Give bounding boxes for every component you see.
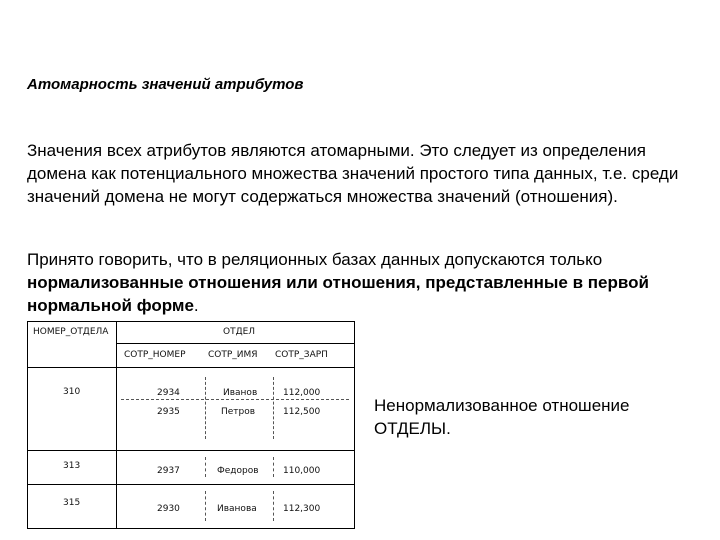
header-bottom-line — [27, 367, 355, 368]
header-employee-salary: СОТР_ЗАРП — [275, 350, 328, 360]
employee-salary-cell: 112,000 — [283, 388, 321, 398]
employee-number-cell: 2930 — [157, 504, 180, 514]
table-column-divider — [116, 321, 117, 529]
header-subgroup-line — [116, 343, 354, 344]
table-border-bottom — [27, 528, 355, 529]
inner-column-separator — [273, 377, 274, 439]
header-employee-number: СОТР_НОМЕР — [124, 350, 186, 360]
header-employee-name: СОТР_ИМЯ — [208, 350, 258, 360]
employee-name-cell: Иванова — [217, 504, 257, 514]
employee-name-cell: Федоров — [217, 466, 259, 476]
employee-name-cell: Петров — [221, 407, 256, 417]
table-caption: Ненормализованное отношение ОТДЕЛЫ. — [374, 396, 630, 438]
dept-number-cell: 313 — [63, 461, 81, 471]
inner-column-separator — [205, 377, 206, 439]
paragraph-bold-term: нормализованные отношения или отношения, представленные в первой нормальной форме — [27, 273, 649, 315]
employee-salary-cell: 112,300 — [283, 504, 321, 514]
table-border-top — [27, 321, 355, 322]
group-separator — [27, 450, 355, 451]
inner-row-separator — [121, 399, 349, 400]
group-separator — [27, 484, 355, 485]
table-border-right — [354, 321, 355, 529]
employee-name-cell: Иванов — [223, 388, 258, 398]
section-heading: Атомарность значений атрибутов — [27, 76, 304, 93]
header-dept-number: НОМЕР_ОТДЕЛА — [33, 327, 109, 337]
inner-column-separator — [205, 491, 206, 521]
dept-number-cell: 315 — [63, 498, 81, 508]
employee-salary-cell: 112,500 — [283, 407, 321, 417]
employee-salary-cell: 110,000 — [283, 466, 321, 476]
inner-column-separator — [205, 457, 206, 477]
employee-number-cell: 2937 — [157, 466, 180, 476]
header-dept-group: ОТДЕЛ — [223, 327, 256, 337]
inner-column-separator — [273, 491, 274, 521]
paragraph-intro: Принято говорить, что в реляционных базах данных допускаются только — [27, 250, 603, 269]
employee-number-cell: 2935 — [157, 407, 180, 417]
employee-number-cell: 2934 — [157, 388, 180, 398]
paragraph-normalized-relations — [27, 248, 697, 317]
paragraph-end: . — [193, 296, 199, 315]
inner-column-separator — [273, 457, 274, 477]
unnormalized-table — [27, 321, 355, 529]
paragraph-atomic-values: Значения всех атрибутов являются атомарными. Это следует из определения домена как потенциального множества значений простого типа данных, т.е. среди значений домена не могут содержаться множества значений (отношения). — [27, 141, 679, 206]
table-border-left — [27, 321, 28, 529]
dept-number-cell: 310 — [63, 387, 81, 397]
